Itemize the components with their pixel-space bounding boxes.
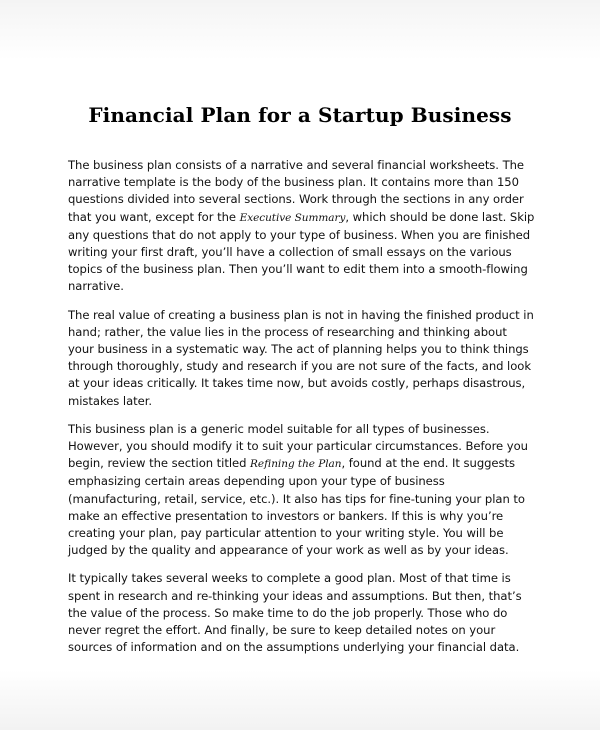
paragraph-1 [68,157,536,296]
paragraph-1-text-before: The business plan consists of a narrative and several financial worksheets. The narrative template is the body of the business plan. It contains more than 150 questions divided into several sections. Work through the sections in any order that you want, except for the [68,158,524,224]
executive-summary-emphasis: Executive Summary [239,211,346,224]
document-body [68,157,536,667]
paragraph-2: The real value of creating a business plan is not in having the finished product in hand; rather, the value lies in the process of researching and thinking about your business in a systematic way. The act of planning helps you to think things through thoroughly, study and research if you are not sure of the facts, and look at your ideas critically. It takes time now, but avoids costly, perhaps disastrous, mistakes later. [68,307,534,408]
paragraph-3-text-after: , found at the end. It suggests emphasizing certain areas depending upon your type of business (manufacturing, retail, service, etc.). It also has tips for fine-tuning your plan to make an effective presentation to investors or bankers. If this is why you’re creating your plan, pay particular attention to your writing style. You will be judged by the quality and appearance of your work as well as by your ideas. [68,456,525,558]
paragraph-4: It typically takes several weeks to complete a good plan. Most of that time is spent in research and re-thinking your ideas and assumptions. But then, that’s the value of the process. So make time to do the job properly. Those who do never regret the effort. And finally, be sure to keep detailed notes on your sources of information and on the assumptions underlying your financial data. [68,571,522,655]
refining-the-plan-emphasis: Refining the Plan [250,458,342,471]
paragraph-3-text-before: This business plan is a generic model suitable for all types of businesses. However, you should modify it to suit your particular circumstances. Before you begin, review the section titled [68,421,528,471]
document-title: Financial Plan for a Startup Business [88,103,512,127]
paragraph-1-text-after: , which should be done last. Skip any questions that do not apply to your type of business. When you are finished writing your first draft, you’ll have a collection of small essays on the various topics of the business plan. Then you’ll want to edit them into a smooth-flowing narrative. [68,209,535,294]
paragraph-3 [68,421,536,560]
